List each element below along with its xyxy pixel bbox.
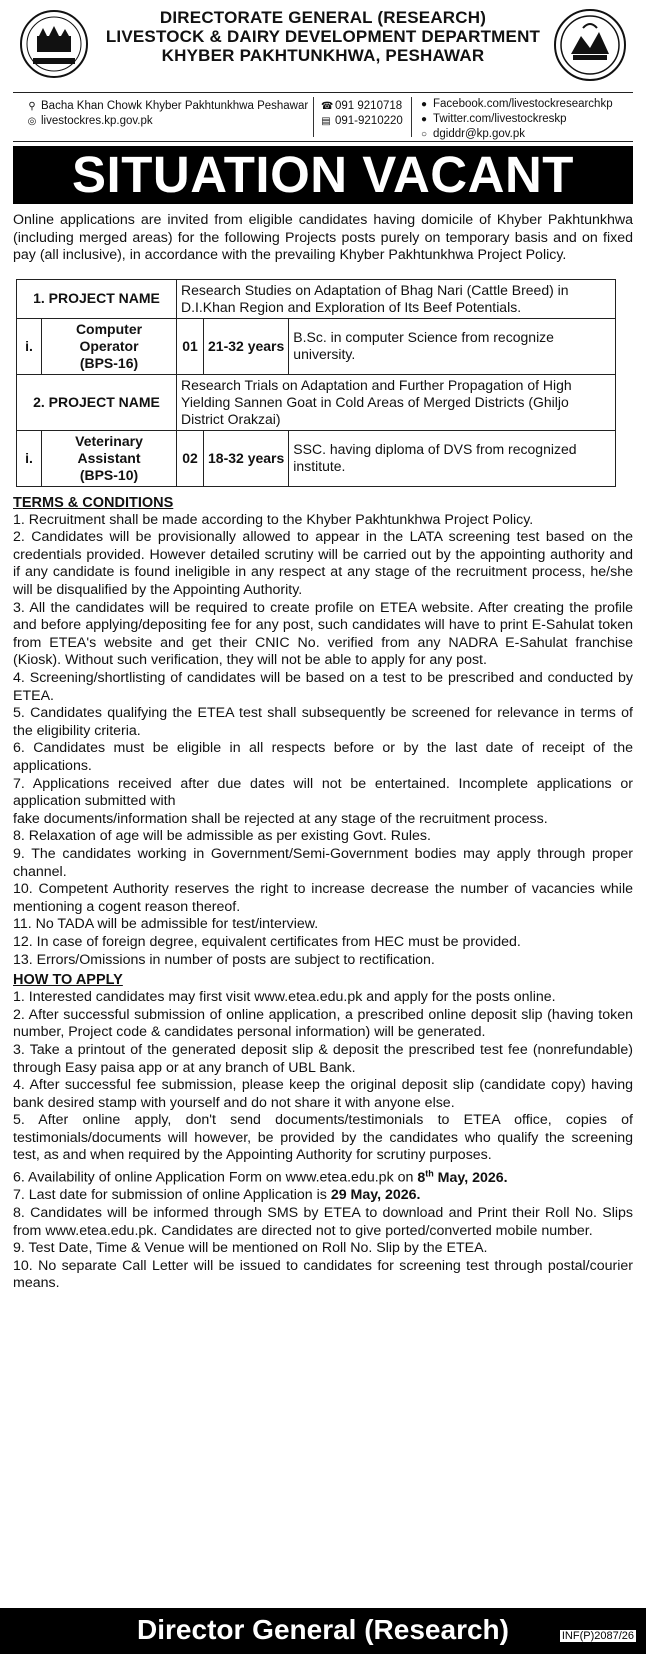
post-quantity: 02	[177, 430, 204, 486]
contact-info	[13, 93, 633, 142]
post-title: Veterinary Assistant	[75, 432, 143, 466]
website-link[interactable]: livestockres.kp.gov.pk	[41, 115, 153, 127]
list-item: 5. Candidates qualifying the ETEA test shall subsequently be screened for relevance in terms of the eligibility criteria.	[13, 705, 633, 739]
facebook-link[interactable]: Facebook.com/livestockresearchkp	[433, 98, 613, 110]
intro-paragraph: Online applications are invited from eligible candidates having domicile of Khyber Pakhtunkhwa (including merged areas) for the following Projects posts purely on temporary basis and on fixed pay (all inclusive), in accordance with the prevailing Khyber Pakhtunkhwa Project Policy.	[13, 212, 633, 263]
twitter-icon: ●	[420, 114, 428, 125]
post-scale: (BPS-10)	[79, 466, 139, 483]
post-number: i.	[17, 430, 42, 486]
footer-bar	[0, 1608, 646, 1654]
list-item: 13. Errors/Omissions in number of posts are subject to rectification.	[13, 951, 435, 968]
availability-day-suffix: th	[425, 1168, 434, 1179]
list-item: 7. Applications received after due dates will not be entertained. Incomplete applications or application submitted with	[13, 775, 633, 810]
divider	[411, 97, 412, 137]
post-title-cell	[42, 430, 177, 486]
location-icon: ⚲	[28, 101, 36, 112]
post-quantity: 01	[177, 318, 204, 374]
fax-icon: ▤	[321, 116, 331, 127]
list-item: 6. Candidates must be eligible in all respects before or by the last date of receipt of the applications.	[13, 740, 633, 774]
table-row	[17, 279, 616, 318]
post-title: Computer Operator	[75, 320, 143, 354]
table-row	[17, 318, 616, 374]
situation-vacant-banner: SITUATION VACANT	[13, 146, 633, 204]
terms-heading: TERMS & CONDITIONS	[13, 494, 174, 511]
header-titles	[13, 8, 633, 65]
signatory: Director General (Research)	[137, 1614, 509, 1645]
directorate-title: DIRECTORATE GENERAL (RESEARCH)	[159, 8, 487, 27]
posts-table	[16, 279, 616, 487]
phone-text: 091 9210718	[335, 100, 403, 112]
apply-list	[13, 989, 633, 1293]
globe-icon: ◎	[27, 116, 37, 127]
post-age-limit: 21-32 years	[204, 318, 289, 374]
post-qualification: B.Sc. in computer Science from recognize university.	[289, 318, 616, 374]
project-name: Research Studies on Adaptation of Bhag Nari (Cattle Breed) in D.I.Khan Region and Exploration of Its Beef Potentials.	[177, 279, 616, 318]
divider	[313, 97, 314, 137]
phone-block	[321, 99, 403, 129]
kp-government-seal	[553, 8, 627, 82]
project-label: 2. PROJECT NAME	[17, 374, 177, 430]
fax-text: 091-9210220	[335, 115, 403, 127]
availability-date	[417, 1170, 507, 1186]
list-item: 5. After online apply, don't send documents/testimonials to ETEA office, copies of testimonials/documents will however, be provided by the candidates who qualify the screening test, as and when required by the Appointing Authority for scrutiny purposes.	[13, 1112, 633, 1164]
phone-icon: ☎	[321, 101, 334, 112]
list-item: 3. All the candidates will be required to create profile on ETEA website. After creating the profile and before applying/depositing fee for any post, such candidates will have to print E-Sahulat token from ETEA's website and get their CNIC No. verified from any NADRA E-Sahulat franchise (Kiosk). Without such verification, they will not be able to apply for any post.	[13, 599, 633, 669]
last-date-text: 7. Last date for submission of online Application is	[13, 1187, 331, 1204]
list-item: 3. Take a printout of the generated deposit slip & deposit the prescribed test fee (nonrefundable) through Easy paisa app or at any branch of UBL Bank.	[13, 1041, 633, 1076]
list-item: 11. No TADA will be admissible for test/interview.	[13, 916, 319, 933]
list-item: 1. Interested candidates may first visit www.etea.edu.pk and apply for the posts online.	[13, 989, 556, 1006]
email-icon: ○	[420, 129, 428, 140]
list-item: 4. After successful fee submission, please keep the original deposit slip (candidate copy) having bank desired stamp with yourself and do not share it with anyone else.	[13, 1077, 633, 1111]
apply-heading: HOW TO APPLY	[13, 972, 123, 989]
twitter-link[interactable]: Twitter.com/livestockreskp	[433, 113, 567, 125]
social-block	[419, 97, 613, 142]
reference-number: INF(P)2087/26	[561, 1630, 634, 1642]
table-row	[17, 374, 616, 430]
post-qualification: SSC. having diploma of DVS from recognized institute.	[289, 430, 616, 486]
post-title-cell	[42, 318, 177, 374]
province-title: KHYBER PAKHTUNKHWA, PESHAWAR	[161, 46, 485, 65]
table-row	[17, 430, 616, 486]
list-item	[13, 1165, 633, 1187]
project-name: Research Trials on Adaptation and Further Propagation of High Yielding Sannen Goat in Cold Areas of Merged Districts (Ghiljo District Orakzai)	[177, 374, 616, 430]
facebook-icon: ●	[420, 99, 428, 110]
list-item: 2. Candidates will be provisionally allowed to appear in the LATA screening test based on the credentials provided. However detailed scrutiny will be carried out by the appointing authority and if any candidate is found ineligible in any respect at any stage of the recruitment process, he/she will be disqualified by the Appointing Authority.	[13, 529, 633, 599]
list-item: 4. Screening/shortlisting of candidates will be based on a test to be prescribed and conducted by ETEA.	[13, 670, 633, 704]
list-item: 9. Test Date, Time & Venue will be mentioned on Roll No. Slip by the ETEA.	[13, 1240, 488, 1257]
email-link[interactable]: dgiddr@kp.gov.pk	[433, 128, 526, 140]
availability-day: 8	[417, 1169, 426, 1186]
availability-text: 6. Availability of online Application Form on www.etea.edu.pk on	[13, 1169, 418, 1186]
post-age-limit: 18-32 years	[204, 430, 289, 486]
project-label: 1. PROJECT NAME	[17, 279, 177, 318]
list-item: 10. No separate Call Letter will be issued to candidates for screening test through postal/courier means.	[13, 1257, 633, 1292]
address-block	[27, 99, 308, 129]
terms-list	[13, 512, 633, 969]
department-title: LIVESTOCK & DAIRY DEVELOPMENT DEPARTMENT	[105, 27, 541, 46]
list-item: 9. The candidates working in Government/Semi-Government bodies may apply through proper channel.	[13, 845, 633, 880]
post-number: i.	[17, 318, 42, 374]
list-item: fake documents/information shall be rejected at any stage of the recruitment process.	[13, 810, 548, 827]
list-item: 12. In case of foreign degree, equivalent certificates from HEC must be provided.	[13, 933, 521, 950]
list-item: 8. Candidates will be informed through SMS by ETEA to download and Print their Roll No. Slips from www.etea.edu.pk. Candidates are directed not to give ported/converted mobile number.	[13, 1204, 633, 1239]
list-item: 1. Recruitment shall be made according to the Khyber Pakhtunkhwa Project Policy.	[13, 511, 534, 528]
list-item: 2. After successful submission of online application, a prescribed online deposit slip (having token number, Project code & candidates personal information) will be generated.	[13, 1006, 633, 1041]
availability-month-year: May, 2026.	[433, 1169, 508, 1186]
list-item: 10. Competent Authority reserves the right to increase decrease the number of vacancies while mentioning a cogent reason thereof.	[13, 881, 633, 915]
list-item	[13, 1187, 633, 1205]
header	[13, 0, 633, 93]
list-item: 8. Relaxation of age will be admissible as per existing Govt. Rules.	[13, 828, 431, 845]
address-text: Bacha Khan Chowk Khyber Pakhtunkhwa Peshawar	[41, 100, 309, 112]
post-scale: (BPS-16)	[79, 354, 139, 371]
last-date-value: 29 May, 2026.	[330, 1187, 421, 1204]
